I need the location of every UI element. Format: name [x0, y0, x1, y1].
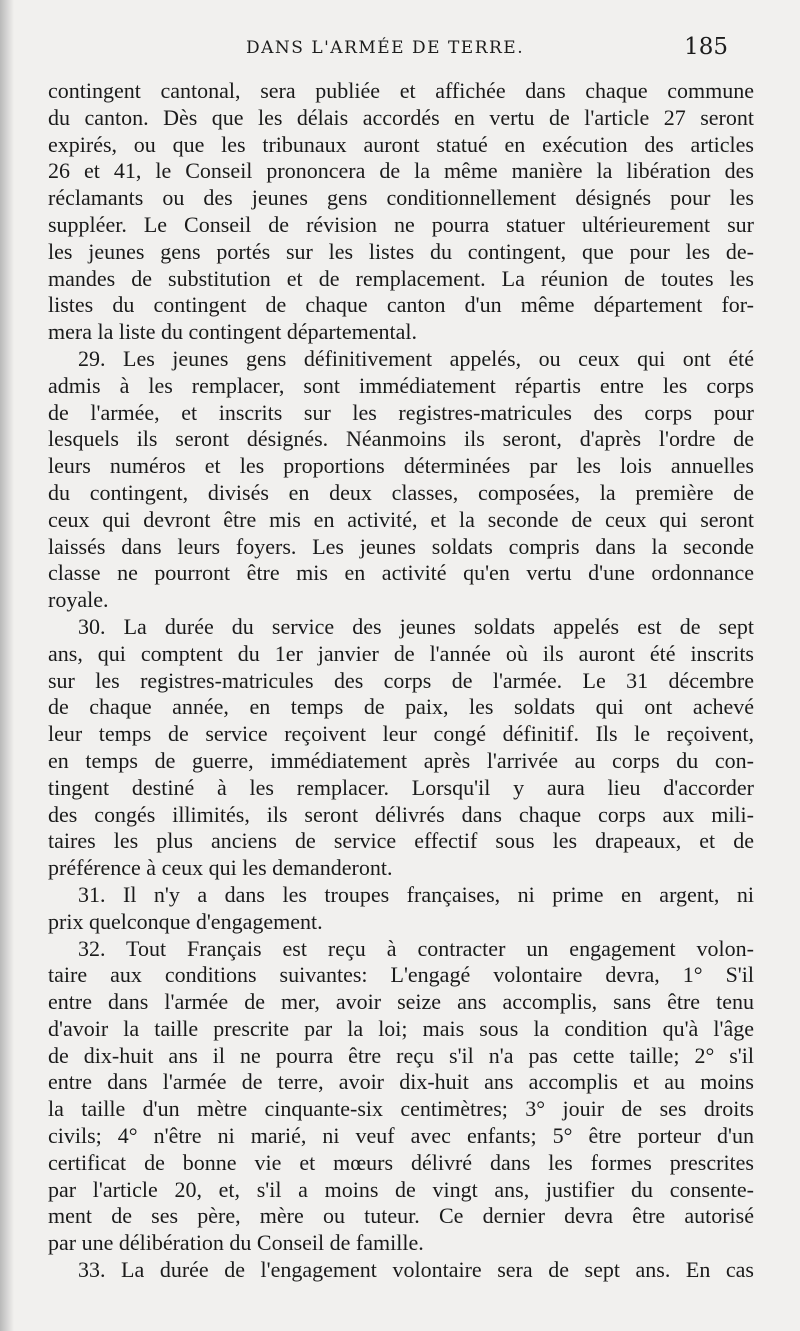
- text-line: de chaque année, en temps de paix, les soldats qui ont achevé: [48, 694, 754, 720]
- spine-shadow: [0, 0, 14, 1331]
- text-line: leur temps de service reçoivent leur congé définitif. Ils le reçoivent,: [48, 721, 754, 747]
- running-head: DANS L'ARMÉE DE TERRE.: [246, 38, 525, 58]
- text-line: contingent cantonal, sera publiée et affichée dans chaque commune: [48, 78, 754, 103]
- text-line: ans, qui comptent du 1er janvier de l'année où ils auront été inscrits: [48, 640, 754, 666]
- text-line: classe ne pourront être mis en activité qu'en vertu d'une ordonnance: [48, 560, 754, 586]
- text-line: 29. Les jeunes gens définitivement appelés, ou ceux qui ont été: [78, 345, 754, 371]
- text-line: royale.: [48, 587, 109, 613]
- text-line: 30. La durée du service des jeunes soldats appelés est de sept: [78, 613, 754, 639]
- text-line: des congés illimités, ils seront délivrés dans chaque corps aux mili-: [48, 801, 754, 827]
- text-line: de l'armée, et inscrits sur les registres-matricules des corps pour: [48, 399, 754, 425]
- text-line: mandes de substitution et de remplacement. La réunion de toutes les: [48, 265, 754, 291]
- text-line: ceux qui devront être mis en activité, et la seconde de ceux qui seront: [48, 506, 754, 532]
- text-line: laissés dans leurs foyers. Les jeunes soldats compris dans la seconde: [48, 533, 754, 559]
- text-line: de dix-huit ans il ne pourra être reçu s'il n'a pas cette taille; 2° s'il: [48, 1042, 754, 1068]
- text-line: préférence à ceux qui les demanderont.: [48, 855, 393, 881]
- text-line: en temps de guerre, immédiatement après l'arrivée au corps du con-: [48, 747, 754, 773]
- text-line: par une délibération du Conseil de famille.: [48, 1230, 424, 1256]
- text-line: civils; 4° n'être ni marié, ni veuf avec enfants; 5° être porteur d'un: [48, 1123, 754, 1149]
- text-line: prix quelconque d'engagement.: [48, 908, 323, 934]
- body-text: [48, 78, 754, 1284]
- text-line: taires les plus anciens de service effectif sous les drapeaux, et de: [48, 828, 754, 854]
- text-line: réclamants ou des jeunes gens conditionnellement désignés pour les: [48, 185, 754, 211]
- text-line: du contingent, divisés en deux classes, composées, la première de: [48, 479, 754, 505]
- text-line: 33. La durée de l'engagement volontaire sera de sept ans. En cas: [78, 1257, 754, 1283]
- page-header: [48, 36, 758, 70]
- text-line: entre dans l'armée de mer, avoir seize ans accomplis, sans être tenu: [48, 989, 754, 1015]
- text-line: leurs numéros et les proportions déterminées par les lois annuelles: [48, 453, 754, 479]
- text-line: lesquels ils seront désignés. Néanmoins ils seront, d'après l'ordre de: [48, 426, 754, 452]
- text-line: d'avoir la taille prescrite par la loi; mais sous la condition qu'à l'âge: [48, 1015, 754, 1041]
- text-line: par l'article 20, et, s'il a moins de vingt ans, justifier du consente-: [48, 1176, 754, 1202]
- text-line: 31. Il n'y a dans les troupes françaises, ni prime en argent, ni: [78, 881, 754, 907]
- text-line: taire aux conditions suivantes: L'engagé volontaire devra, 1° S'il: [48, 962, 754, 988]
- text-line: entre dans l'armée de terre, avoir dix-huit ans accomplis et au moins: [48, 1069, 754, 1095]
- text-line: suppléer. Le Conseil de révision ne pourra statuer ultérieurement sur: [48, 211, 754, 237]
- text-line: du canton. Dès que les délais accordés en vertu de l'article 27 seront: [48, 104, 754, 130]
- text-line: admis à les remplacer, sont immédiatement répartis entre les corps: [48, 372, 754, 398]
- text-line: tingent destiné à les remplacer. Lorsqu'il y aura lieu d'accorder: [48, 774, 754, 800]
- page-number: 185: [684, 34, 728, 60]
- text-line: la taille d'un mètre cinquante-six centimètres; 3° jouir de ses droits: [48, 1096, 754, 1122]
- text-line: sur les registres-matricules des corps de l'armée. Le 31 décembre: [48, 667, 754, 693]
- text-line: 26 et 41, le Conseil prononcera de la même manière la libération des: [48, 158, 754, 184]
- text-line: les jeunes gens portés sur les listes du contingent, que pour les de-: [48, 238, 754, 264]
- text-line: mera la liste du contingent départemental.: [48, 319, 417, 345]
- text-line: expirés, ou que les tribunaux auront statué en exécution des articles: [48, 131, 754, 157]
- text-line: listes du contingent de chaque canton d'un même département for-: [48, 292, 754, 318]
- text-line: ment de ses père, mère ou tuteur. Ce dernier devra être autorisé: [48, 1203, 754, 1229]
- text-line: 32. Tout Français est reçu à contracter un engagement volon-: [78, 935, 754, 961]
- text-line: certificat de bonne vie et mœurs délivré dans les formes prescrites: [48, 1149, 754, 1175]
